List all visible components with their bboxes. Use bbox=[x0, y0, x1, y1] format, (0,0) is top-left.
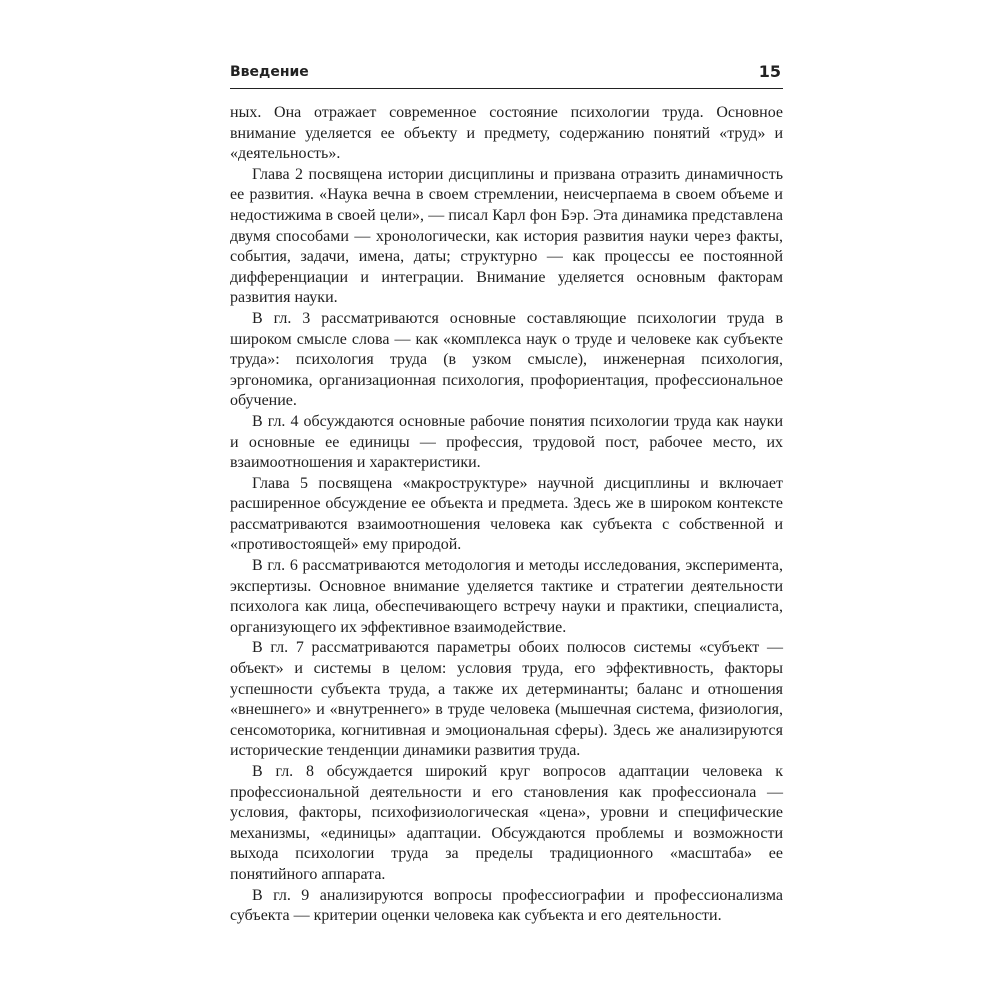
paragraph: В гл. 3 рассматриваются основные составляющие психологии труда в широком смысле слова — как «комплекса наук о труде и человеке как субъекте труда»: психология труда (в узком смысле), инженерная психология, эргономика, организационная психология, профориентация, профессиональное обучение. bbox=[230, 309, 783, 410]
section-title: Введение bbox=[230, 64, 309, 80]
page-number: 15 bbox=[758, 62, 781, 81]
paragraph: В гл. 8 обсуждается широкий круг вопросов адаптации человека к профессиональной деятельности и его становления как профессионала — условия, факторы, психофизиологическая «цена», уровни и специфические механизмы, «единицы» адаптации. Обсуждаются проблемы и возможности выхода психологии труда за пределы традиционного «масштаба» ее понятийного аппарата. bbox=[230, 763, 783, 883]
paragraph: ных. Она отражает современное состояние психологии труда. Основное внимание уделяется ее объекту и предмету, содержанию понятий «труд» и «деятельность». bbox=[230, 104, 783, 163]
paragraph: В гл. 7 рассматриваются параметры обоих полюсов системы «субъект — объект» и системы в целом: условия труда, его эффективность, факторы успешности субъекта труда, а также их детерминанты; баланс и отношения «внешнего» и «внутреннего» в труде человека (мышечная система, физиология, сенсомоторика, когнитивная и эмоциональная сферы). Здесь же анализируются исторические тенденции динамики развития труда. bbox=[230, 639, 783, 760]
paragraph: В гл. 9 анализируются вопросы профессиографии и профессионализма субъекта — критерии оценки человека как субъекта и его деятельности. bbox=[230, 886, 783, 925]
book-page bbox=[230, 62, 783, 927]
body-text bbox=[230, 103, 783, 927]
paragraph: В гл. 6 рассматриваются методология и методы исследования, эксперимента, экспертизы. Основное внимание уделяется тактике и стратегии деятельности психолога как лица, обеспечивающего встречу науки и практики, специалиста, организующего их эффективное взаимодействие. bbox=[230, 557, 783, 636]
paragraph: В гл. 4 обсуждаются основные рабочие понятия психологии труда как науки и основные ее единицы — профессия, трудовой пост, рабочее место, их взаимоотношения и характеристики. bbox=[230, 412, 783, 472]
running-header bbox=[230, 62, 783, 89]
paragraph: Глава 2 посвящена истории дисциплины и призвана отразить динамичность ее развития. «Наука вечна в своем стремлении, неисчерпаема в своем объеме и недостижима в своей цели», — писал Карл фон Бэр. Эта динамика представлена двумя способами — хронологически, как история развития науки через факты, события, задачи, имена, даты; структурно — как процессы ее постоянной дифференциации и интеграции. Внимание уделяется основным факторам развития науки. bbox=[230, 165, 783, 307]
paragraph: Глава 5 посвящена «макроструктуре» научной дисциплины и включает расширенное обсуждение ее объекта и предмета. Здесь же в широком контексте рассматриваются взаимоотношения человека как субъекта с собственной и «противостоящей» ему природой. bbox=[230, 474, 783, 554]
